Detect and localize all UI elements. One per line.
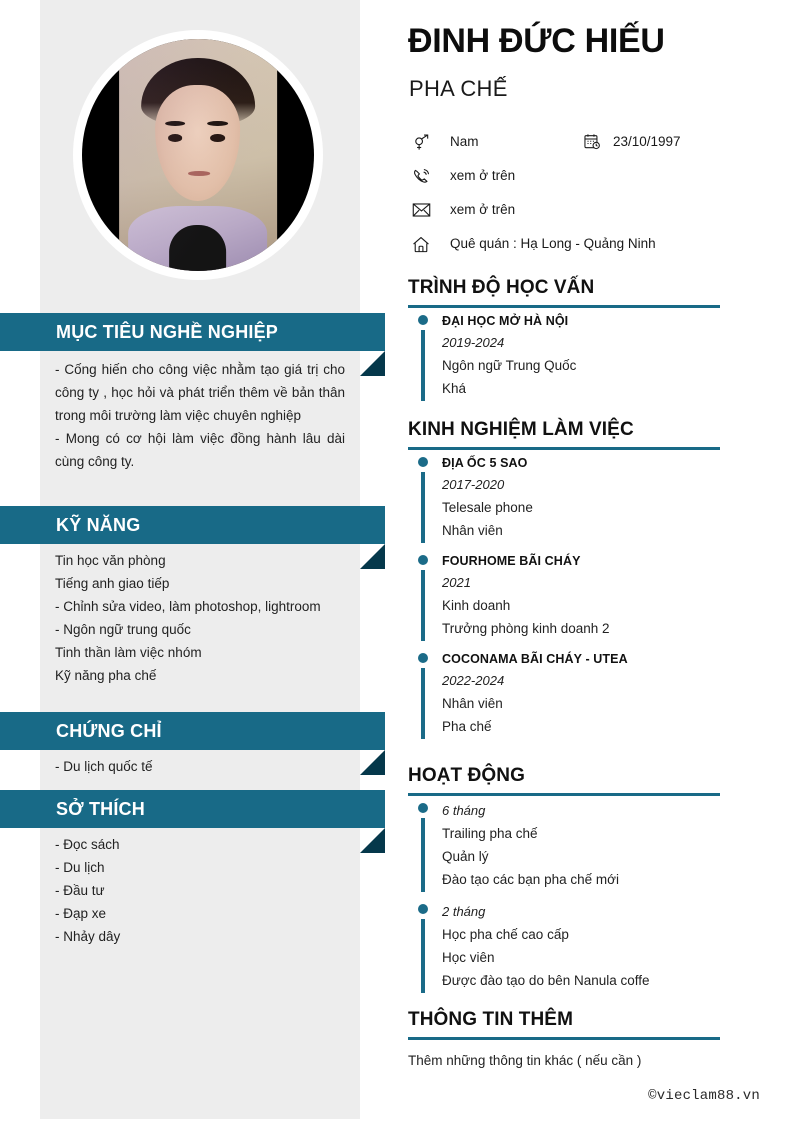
sidebar-body-career-objective xyxy=(55,358,345,473)
calendar-clock-icon xyxy=(580,130,604,154)
section-title-activities: HOẠT ĐỘNG xyxy=(408,765,526,786)
hobby-item: - Đầu tư xyxy=(55,883,105,898)
experience-role: Pha chế xyxy=(442,718,492,734)
additional-info-text: Thêm những thông tin khác ( nếu cần ) xyxy=(408,1052,642,1068)
banner-fold-skills xyxy=(360,544,385,569)
profile-photo-image xyxy=(119,39,277,271)
sidebar-banner-hobbies xyxy=(0,790,385,828)
section-title-experience: KINH NGHIỆM LÀM VIỆC xyxy=(408,419,634,440)
home-icon xyxy=(408,232,434,256)
contact-row-address xyxy=(408,232,788,266)
activity-note: Được đào tạo do bên Nanula coffe xyxy=(442,972,650,988)
experience-detail: Nhân viên xyxy=(442,695,503,711)
experience-date: 2017-2020 xyxy=(442,476,505,492)
experience-entry xyxy=(408,450,720,548)
experience-entry xyxy=(408,548,720,646)
skill-item: Tin học văn phòng xyxy=(55,553,166,568)
skill-item: Tiếng anh giao tiếp xyxy=(55,576,170,591)
sidebar-title-hobbies: SỞ THÍCH xyxy=(56,799,145,819)
education-major: Ngôn ngữ Trung Quốc xyxy=(442,357,577,373)
career-objective-line-1: - Cống hiến cho công việc nhằm tạo giá trị cho công ty , học hỏi và phát triển thêm về bản thân trong môi trường làm việc chuyên nghiệp xyxy=(55,362,345,423)
phone-value: xem ở trên xyxy=(450,168,516,183)
activity-duration: 2 tháng xyxy=(442,903,486,919)
address-value: Quê quán : Hạ Long - Quảng Ninh xyxy=(450,236,656,251)
timeline-dot-icon xyxy=(418,803,428,813)
sidebar-title-skills: KỸ NĂNG xyxy=(56,515,141,535)
experience-detail: Kinh doanh xyxy=(442,597,511,613)
birthdate-value: 23/10/1997 xyxy=(613,134,681,149)
main-content xyxy=(400,0,795,1140)
education-date: 2019-2024 xyxy=(442,334,505,350)
skill-item: - Ngôn ngữ trung quốc xyxy=(55,622,191,637)
sidebar-body-certificates xyxy=(55,755,345,778)
timeline-bar xyxy=(421,668,425,739)
profile-photo xyxy=(73,30,323,280)
section-title-additional-info: THÔNG TIN THÊM xyxy=(408,1009,573,1030)
hobby-item: - Nhảy dây xyxy=(55,929,121,944)
hobby-item: - Đạp xe xyxy=(55,906,107,921)
education-entry xyxy=(408,308,720,406)
timeline-bar xyxy=(421,472,425,543)
timeline-dot-icon xyxy=(418,653,428,663)
contact-row-phone xyxy=(408,164,788,198)
contact-row-gender-birthdate xyxy=(408,130,788,164)
timeline-bar xyxy=(421,570,425,641)
photo-color-tint xyxy=(119,39,277,271)
hobby-item: - Du lịch xyxy=(55,860,105,875)
education-grade: Khá xyxy=(442,380,467,396)
skill-item: Kỹ năng pha chế xyxy=(55,668,157,683)
section-experience xyxy=(408,420,720,744)
timeline-bar xyxy=(421,919,425,993)
timeline-bar xyxy=(421,330,425,401)
career-objective-line-2: - Mong có cơ hội làm việc đồng hành lâu dài cùng công ty. xyxy=(55,431,345,469)
gender-icon xyxy=(408,130,434,154)
section-additional-info xyxy=(408,1010,720,1072)
timeline-dot-icon xyxy=(418,904,428,914)
activity-entry xyxy=(408,897,720,998)
gender-value: Nam xyxy=(450,134,479,149)
experience-role: Trưởng phòng kinh doanh 2 xyxy=(442,620,610,636)
sidebar-title-career-objective: MỤC TIÊU NGHỀ NGHIỆP xyxy=(56,322,279,342)
sidebar-body-hobbies xyxy=(55,833,345,948)
section-education xyxy=(408,278,720,406)
sidebar-title-certificates: CHỨNG CHỈ xyxy=(56,721,162,741)
experience-role: Nhân viên xyxy=(442,522,503,538)
banner-fold-career-objective xyxy=(360,351,385,376)
banner-fold-certificates xyxy=(360,750,385,775)
timeline-dot-icon xyxy=(418,457,428,467)
job-title: PHA CHẾ xyxy=(409,76,508,101)
activity-entry xyxy=(408,796,720,897)
email-value: xem ở trên xyxy=(450,202,516,217)
experience-date: 2021 xyxy=(442,574,471,590)
experience-org: COCONAMA BÃI CHÁY - UTEA xyxy=(442,651,628,666)
section-activities xyxy=(408,766,720,998)
experience-date: 2022-2024 xyxy=(442,672,505,688)
activity-detail: Học pha chế cao cấp xyxy=(442,926,569,942)
timeline-dot-icon xyxy=(418,315,428,325)
banner-fold-hobbies xyxy=(360,828,385,853)
experience-detail: Telesale phone xyxy=(442,499,533,515)
section-title-education: TRÌNH ĐỘ HỌC VẤN xyxy=(408,277,595,298)
skill-item: Tinh thần làm việc nhóm xyxy=(55,645,202,660)
activity-note: Đào tạo các bạn pha chế mới xyxy=(442,871,619,887)
sidebar-banner-skills xyxy=(0,506,385,544)
experience-org: ĐỊA ỐC 5 SAO xyxy=(442,455,528,470)
contact-row-email xyxy=(408,198,788,232)
certificate-item: - Du lịch quốc tế xyxy=(55,759,153,774)
profile-photo-clip xyxy=(82,39,314,271)
activity-role: Quản lý xyxy=(442,848,489,864)
experience-entry xyxy=(408,646,720,744)
page-title: ĐINH ĐỨC HIẾU xyxy=(408,22,665,60)
sidebar-body-skills xyxy=(55,549,345,687)
hobby-item: - Đọc sách xyxy=(55,837,120,852)
sidebar-banner-career-objective xyxy=(0,313,385,351)
experience-org: FOURHOME BÃI CHÁY xyxy=(442,553,581,568)
timeline-bar xyxy=(421,818,425,892)
sidebar-banner-certificates xyxy=(0,712,385,750)
phone-icon xyxy=(408,164,434,188)
education-org: ĐẠI HỌC MỞ HÀ NỘI xyxy=(442,313,569,328)
envelope-icon xyxy=(408,198,434,222)
contact-list xyxy=(408,130,788,266)
activity-detail: Trailing pha chế xyxy=(442,825,538,841)
skill-item: - Chỉnh sửa video, làm photoshop, lightroom xyxy=(55,599,321,614)
footer-credit: ©vieclam88.vn xyxy=(648,1088,760,1104)
activity-duration: 6 tháng xyxy=(442,802,486,818)
timeline-dot-icon xyxy=(418,555,428,565)
activity-role: Học viên xyxy=(442,949,495,965)
